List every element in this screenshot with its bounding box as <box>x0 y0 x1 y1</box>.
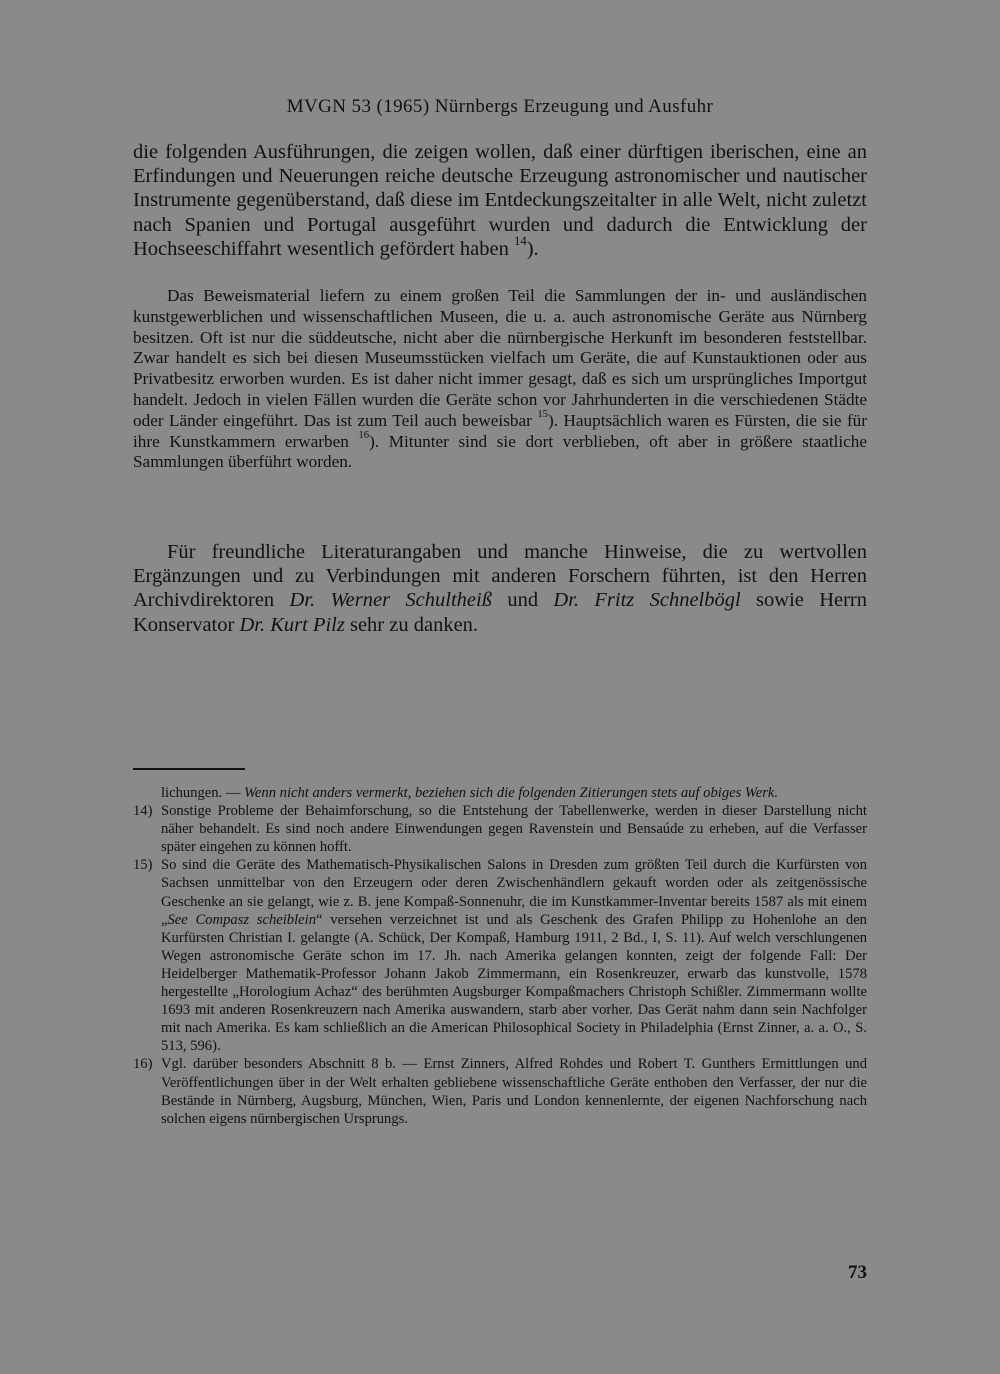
footnotes <box>133 784 867 1128</box>
footnote-ref-14: 14 <box>514 234 527 249</box>
footnote-continuation <box>161 784 867 802</box>
footnote-ref-16: 16 <box>358 430 370 442</box>
footnote-separator <box>133 768 245 770</box>
page-number: 73 <box>848 1262 867 1283</box>
paragraph-2-text-c: ). Mitunter sind sie dort verblieben, oft aber in größere staatliche Sammlungen überführt worden. <box>133 431 868 472</box>
footnote-15-text-a: So sind die Geräte des Mathematisch-Physikalischen Salons in Dresden zum größten Teil durch die Kurfürsten von Sachsen unmittelbar von den Erzeugern oder deren Zwischenhändlern gekauft worden oder als zeitgenössische Geschenke an sie gelangt, wie z. B. jene Kompaß-Sonnenuhr, die im Kunstkammer-Inventar bereits 1587 als mit einem „ <box>161 857 867 928</box>
footnote-15-text-b: “ versehen verzeichnet ist und als Geschenk des Grafen Philipp zu Hohenlohe an den Kurfürsten Christian I. gelangte (A. Schück, Der Kompaß, Hamburg 1911, 2 Bd., I, S. 11). Auf welch verschlungenen Wegen astronomische Geräte schon im 17. Jh. nach Amerika gelangen konnten, zeigt der folgende Fall: Der Heidelberger Mathematik-Professor Johann Jakob Zimmermann, ein Rosenkreuzer, erwarb das kunstvolle, 1578 hergestellte „Horologium Achaz“ des berühmten Augsburger Kompaßmachers Christoph Schißler. Zimmermann wollte 1693 mit anderen Rosenkreuzern nach Amerika auswandern, starb aber vorher. Das Gerät nahm dann sein Nachfolger mit nach Amerika. Es kam schließlich an die American Philosophical Society in Philadelphia (Ernst Zinner, a. a. O., S. 513, 596). <box>161 911 867 1055</box>
ack-name-schnelboegl: Dr. Fritz Schnelbögl <box>553 589 741 612</box>
running-head: MVGN 53 (1965) Nürnbergs Erzeugung und Ausfuhr <box>286 96 714 117</box>
footnote-ref-15: 15 <box>537 409 548 421</box>
ack-text-c: sowie Herrn Konservator <box>133 589 868 636</box>
footnote-continuation-text: lichungen. — <box>161 785 241 801</box>
paragraph-1-end: ). <box>526 237 539 260</box>
footnote-continuation-italic: Wenn nicht anders vermerkt, beziehen sich die folgenden Zitierungen stets auf obiges Werk. <box>244 785 779 801</box>
ack-text-a: Für freundliche Literaturangaben und manche Hinweise, die zu wertvollen Ergänzungen und zu Verbindungen mit anderen Forschern führten, ist den Herren Archivdirektoren <box>133 541 867 612</box>
ack-text-b: und <box>507 589 539 612</box>
footnote-16-mark: 16) <box>133 1056 153 1073</box>
footnote-14-mark: 14) <box>133 803 153 820</box>
ack-text-d: sehr zu danken. <box>349 613 479 636</box>
footnote-14 <box>133 802 867 856</box>
footnote-15-italic: See Compasz scheiblein <box>167 911 316 928</box>
acknowledgement-paragraph <box>133 540 867 637</box>
footnote-15-mark: 15) <box>133 857 153 874</box>
paragraph-1 <box>133 140 867 261</box>
footnote-14-text: Sonstige Probleme der Behaimforschung, so die Entstehung der Tabellenwerke, werden in dieser Darstellung nicht näher behandelt. Es sind noch andere Einwendungen gegen Ravenstein und Bensaúde zu erheben, auf die Verfasser später eingehen zu können hofft. <box>161 803 867 856</box>
paragraph-2-text-a: Das Beweismaterial liefern zu einem großen Teil die Sammlungen der in- und ausländischen kunstgewerblichen und wissenschaftlichen Museen, die u. a. auch astronomische Geräte aus Nürnberg besitzen. Oft ist nur die süddeutsche, nicht aber die nürnbergische Herkunft im besonderen feststellbar. Zwar handelt es sich bei diesen Museumsstücken vielfach um Geräte, die auf Kunstauktionen oder aus Privatbesitz erworben wurden. Es ist daher nicht immer gesagt, daß es sich um ursprüngliches Importgut handelt. Jedoch in vielen Fällen wurden die Geräte schon vor Jahrhunderten in die verschiedenen Städte oder Länder eingeführt. Das ist zum Teil auch beweisbar <box>133 286 867 430</box>
footnote-16 <box>133 1055 867 1127</box>
footnote-16-text: Vgl. darüber besonders Abschnitt 8 b. — Ernst Zinners, Alfred Rohdes und Robert T. Gunthers Ermittlungen und Veröffentlichungen über in der Welt erhalten gebliebene wissenschaftliche Geräte enthoben den Verfasser, der nur die Bestände in Nürnberg, Augsburg, München, Wien, Paris und London kennenlernte, der eigenen Nachforschung nach solchen eigens nürnbergischen Ursprungs. <box>161 1056 867 1127</box>
paragraph-2 <box>133 286 867 473</box>
footnote-15 <box>133 856 867 1055</box>
paragraph-2-text-b: ). Hauptsächlich waren es Fürsten, die sie für ihre Kunstkammern erwarben <box>133 410 867 451</box>
ack-name-pilz: Dr. Kurt Pilz <box>239 613 345 636</box>
paragraph-1-text: die folgenden Ausführungen, die zeigen wollen, daß einer dürftigen iberischen, eine an Erfindungen und Neuerungen reiche deutsche Erzeugung astronomischer und nautischer Instrumente gegenüberstand, daß diese im Entdeckungszeitalter in alle Welt, nicht zuletzt nach Spanien und Portugal ausgeführt wurden und dadurch die Entwicklung der Hochseeschiffahrt wesentlich gefördert haben <box>133 141 867 260</box>
ack-name-schultheiss: Dr. Werner Schultheiß <box>289 589 492 612</box>
